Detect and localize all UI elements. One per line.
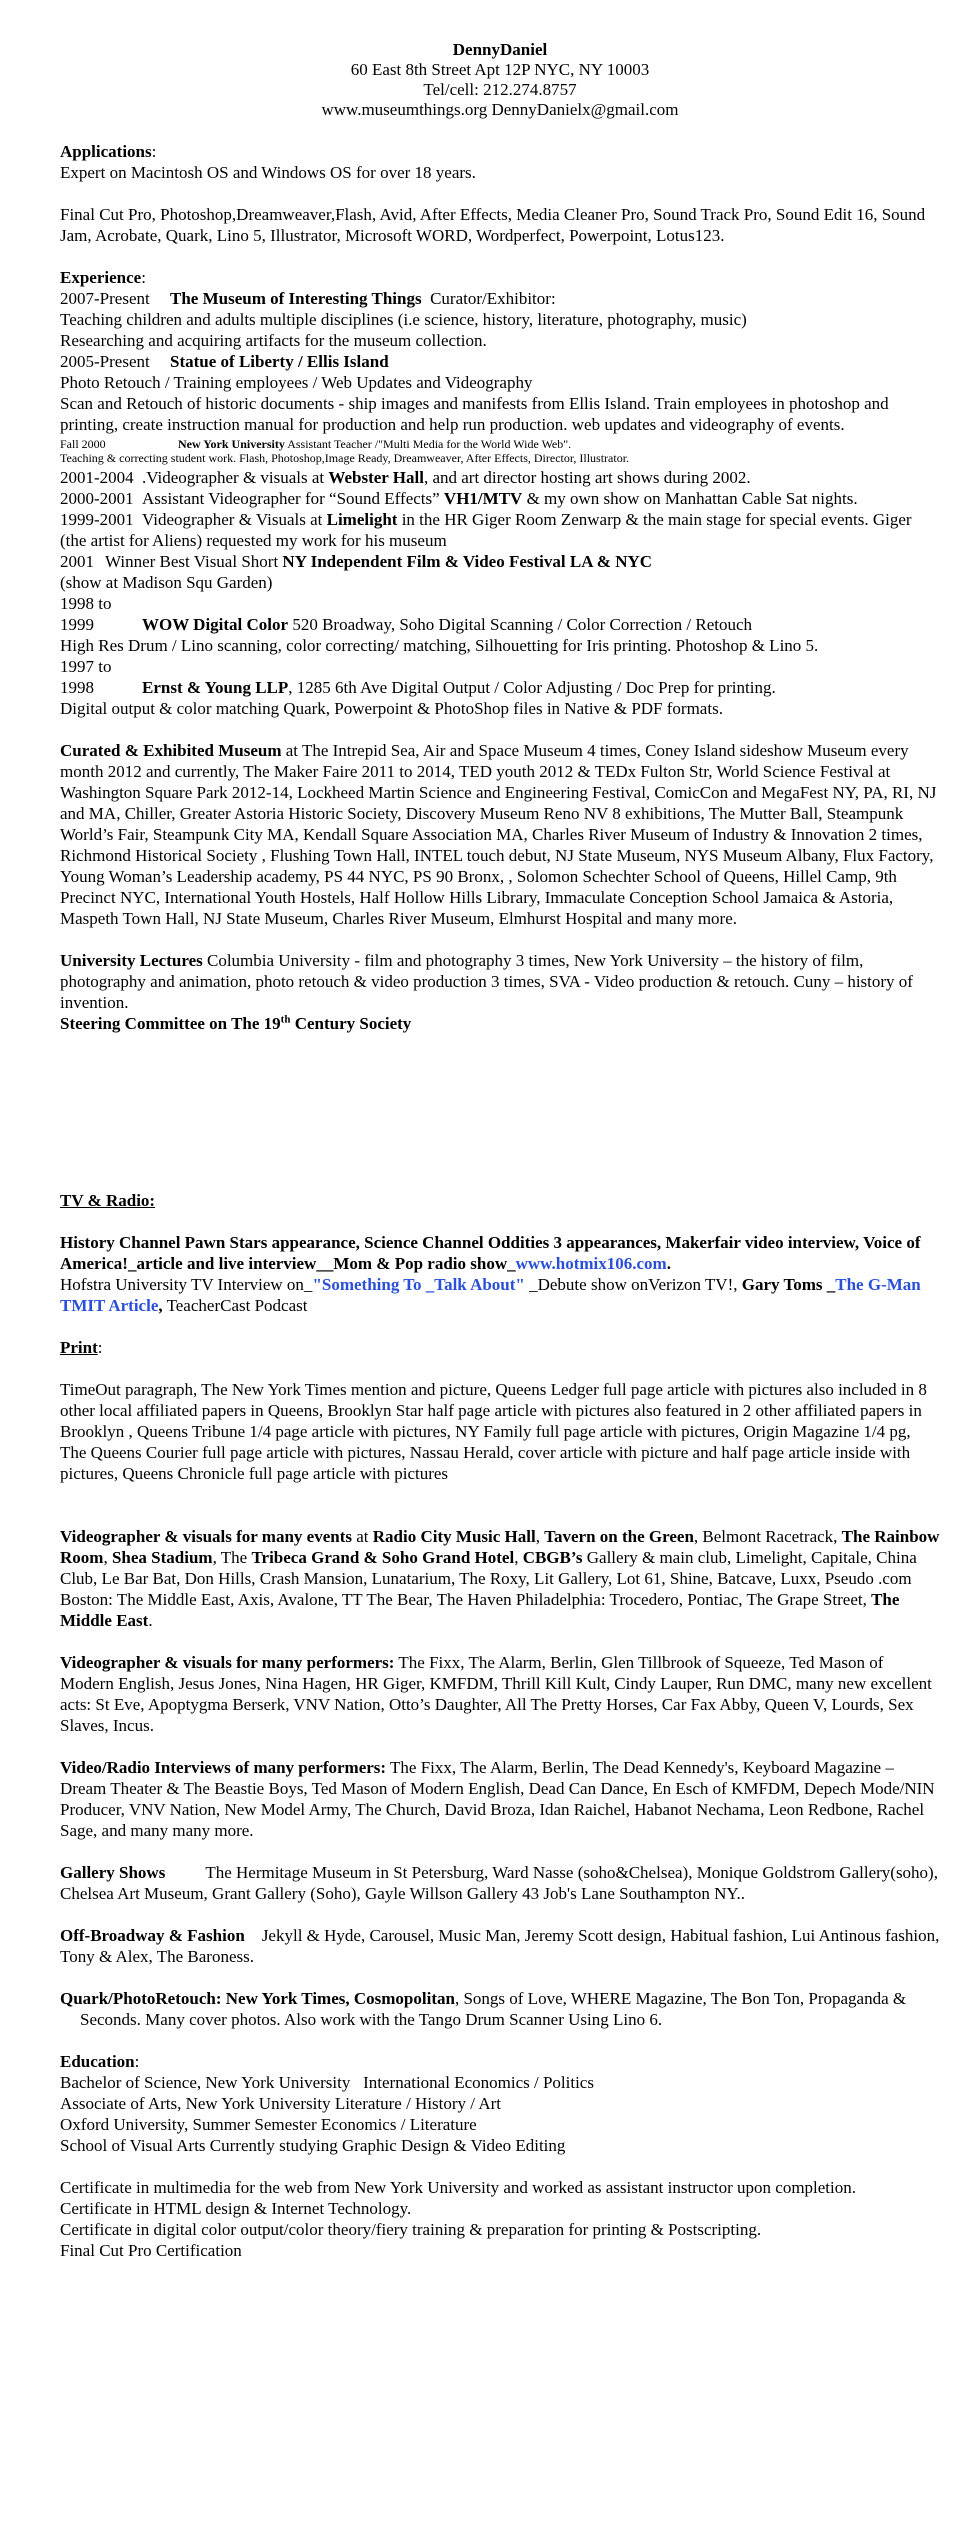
- experience-item: 2001 Winner Best Visual Short NY Independent Film & Video Festival LA & NYC: [60, 552, 653, 571]
- experience-detail: Photo Retouch / Training employees / Web Updates and Videography: [60, 373, 533, 392]
- experience-detail: Scan and Retouch of historic documents - ship images and manifests from Ellis Island. Train employees in photoshop and printing, create instruction manual for production and help run production. web updates and videography of events.: [60, 394, 889, 434]
- print-text: TimeOut paragraph, The New York Times mention and picture, Queens Ledger full page article with pictures also included in 8 other local affiliated papers in Queens, Brooklyn Star half page article with pictures also featured in 2 other affiliated papers in Brooklyn , Queens Tribune 1/4 page article with pictures, NY Family full page article with pictures, Origin Magazine 1/4 pg, The Queens Courier full page article with pictures, Nassau Herald, cover article with picture and half page article inside with pictures, Queens Chronicle full page article with pictures: [60, 1380, 927, 1483]
- education-item: Associate of Arts, New York University Literature / History / Art: [60, 2094, 501, 2113]
- tv-radio-section: TV & Radio: History Channel Pawn Stars appearance, Science Channel Oddities 3 appearances, Makerfair video interview, Voice of America!_article and live interview__Mom & Pop radio show_www.hotmix106.com. Hofstra University TV Interview on_"Something To _Talk About" _Debute show onVerizon TV!, Gary Toms _The G-Man TMIT Article, TeacherCast Podcast: [60, 1191, 921, 1315]
- lectures-section: University Lectures Columbia University - film and photography 3 times, New York University – the history of film, photography and animation, photo retouch & video production 3 times, SVA - Video production & retouch. Cuny – history of invention.: [60, 951, 913, 1012]
- applications-software: Final Cut Pro, Photoshop,Dreamweaver,Flash, Avid, After Effects, Media Cleaner Pro, Sound Track Pro, Sound Edit 16, Sound Jam, Acrobate, Quark, Lino 5, Illustrator, Microsoft WORD, Wordperfect, Powerpoint, Lotus123.: [60, 205, 926, 245]
- curated-section: Curated & Exhibited Museum at The Intrepid Sea, Air and Space Museum 4 times, Coney Island sideshow Museum every month 2012 and currently, The Maker Faire 2011 to 2014, TED youth 2012 & TEDx Fulton Str, World Science Festival at Washington Square Park 2012-14, Lockheed Martin Science and Engineering Festival, ComicCon and MegaFest NY, PA, RI, NJ and MA, Chiller, Greater Astoria Historic Society, Discovery Museum Reno NV 8 exhibitions, The Mutter Ball, Steampunk World’s Fair, Steampunk City MA, Kendall Square Association MA, Charles River Museum of Industry & Innovation 2 times, Richmond Historical Society , Flushing Town Hall, INTEL touch debut, NJ State Museum, NYS Museum Albany, Flux Factory, Young Woman’s Leadership academy, PS 44 NYC, PS 90 Bronx, , Solomon Schechter School of Queens, Hillel Camp, 9th Precinct NYC, International Youth Hostels, Half Hollow Hills Library, Immaculate Conception School Jamaica & Astoria, Maspeth Town Hall, NJ State Museum, Charles River Museum, Elmhurst Hospital and many more.: [60, 741, 937, 928]
- certificate-item: Certificate in multimedia for the web from New York University and worked as assistant instructor upon completion.: [60, 2178, 857, 2197]
- quark-section: Quark/PhotoRetouch: New York Times, Cosmopolitan, Songs of Love, WHERE Magazine, The Bon Ton, Propaganda & Seconds. Many cover photos. Also work with the Tango Drum Scanner Using Lino 6.: [60, 1989, 907, 2029]
- experience-item: 1998 to 1999 WOW Digital Color 520 Broadway, Soho Digital Scanning / Color Correction / Retouch: [60, 594, 753, 634]
- experience-heading: Experience: [60, 268, 142, 287]
- certificate-item: Certificate in digital color output/color theory/fiery training & preparation for printing & Postscripting.: [60, 2220, 762, 2239]
- experience-item: 1997 to 1998 Ernst & Young LLP, 1285 6th Ave Digital Output / Color Adjusting / Doc Prep for printing.: [60, 657, 776, 697]
- applications-section: Applications: Expert on Macintosh OS and Windows OS for over 18 years. Final Cut Pro, Photoshop,Dreamweaver,Flash, Avid, After Effects, Media Cleaner Pro, Sound Track Pro, Sound Edit 16, Sound Jam, Acrobate, Quark, Lino 5, Illustrator, Microsoft WORD, Wordperfect, Powerpoint, Lotus123.: [60, 141, 940, 246]
- experience-detail: (show at Madison Squ Garden): [60, 573, 273, 592]
- print-section: Print: TimeOut paragraph, The New York Times mention and picture, Queens Ledger full page article with pictures also included in 8 other local affiliated papers in Queens, Brooklyn Star half page article with pictures also featured in 2 other affiliated papers in Brooklyn , Queens Tribune 1/4 page article with pictures, NY Family full page article with pictures, Origin Magazine 1/4 pg, The Queens Courier full page article with pictures, Nassau Herald, cover article with picture and half page article inside with pictures, Queens Chronicle full page article with pictures: [60, 1337, 940, 1484]
- experience-detail: Digital output & color matching Quark, Powerpoint & PhotoShop files in Native & PDF formats.: [60, 699, 723, 718]
- curated-heading: Curated & Exhibited Museum: [60, 741, 282, 760]
- interviews-section: Video/Radio Interviews of many performers: The Fixx, The Alarm, Berlin, The Dead Kennedy's, Keyboard Magazine – Dream Theater & The Beastie Boys, Ted Mason of Modern English, Dead Can Dance, En Esch of KMFDM, Depech Mode/NIN Producer, VNV Nation, New Model Army, The Church, David Broza, Idan Raichel, Habanot Nechama, Leon Redbone, Rachel Sage, and many many more.: [60, 1758, 935, 1840]
- experience-item: 2005-Present Statue of Liberty / Ellis Island: [60, 352, 389, 371]
- phone: Tel/cell: 212.274.8757: [423, 80, 577, 99]
- experience-item: Fall 2000 New York University Assistant Teacher /"Multi Media for the World Wide Web".: [60, 437, 572, 451]
- website-email: www.museumthings.org DennyDanielx@gmail.com: [321, 100, 679, 119]
- experience-detail: Teaching children and adults multiple disciplines (i.e science, history, literature, photography, music): [60, 310, 747, 329]
- experience-item: 2000-2001 Assistant Videographer for “Sound Effects” VH1/MTV & my own show on Manhattan Cable Sat nights.: [60, 489, 858, 508]
- tv-radio-heading: TV & Radio:: [60, 1191, 156, 1210]
- offbroadway-section: Off-Broadway & Fashion Jekyll & Hyde, Carousel, Music Man, Jeremy Scott design, Habitual fashion, Lui Antinous fashion, Tony & Alex, The Baroness.: [60, 1926, 944, 1966]
- resume-name: DennyDaniel: [452, 40, 548, 59]
- education-item: School of Visual Arts Currently studying Graphic Design & Video Editing: [60, 2136, 566, 2155]
- hotmix-link[interactable]: www.hotmix106.com: [515, 1254, 667, 1273]
- gman-article-link[interactable]: The G-Man TMIT Article: [60, 1275, 921, 1315]
- experience-item: 2001-2004 .Videographer & visuals at Webster Hall, and art director hosting art shows during 2002.: [60, 468, 751, 487]
- steering-committee: Steering Committee on The 19th Century Society: [60, 1013, 412, 1033]
- gallery-section: Gallery Shows The Hermitage Museum in St Petersburg, Ward Nasse (soho&Chelsea), Monique Goldstrom Gallery(soho), Chelsea Art Museum, Grant Gallery (Soho), Gayle Willson Gallery 43 Job's Lane Southampton NY..: [60, 1863, 938, 1903]
- lectures-heading: University Lectures: [60, 951, 203, 970]
- videographer-events-section: Videographer & visuals for many events at Radio City Music Hall, Tavern on the Green, Belmont Racetrack, The Rainbow Room, Shea Stadium, The Tribeca Grand & Soho Grand Hotel, CBGB’s Gallery & main club, Limelight, Capitale, China Club, Le Bar Bat, Don Hills, Crash Mansion, Lunatarium, The Roxy, Lit Gallery, Lot 61, Shine, Batcave, Luxx, Pseudo .com Boston: The Middle East, Axis, Avalone, TT The Bear, The Haven Philadelphia: Trocedero, Pontiac, The Grape Street, The Middle East.: [60, 1527, 940, 1630]
- applications-heading: Applications: [60, 142, 152, 161]
- applications-os: Expert on Macintosh OS and Windows OS for over 18 years.: [60, 163, 476, 182]
- print-heading: Print: [60, 1338, 98, 1357]
- certificate-item: Final Cut Pro Certification: [60, 2241, 242, 2260]
- experience-detail: Teaching & correcting student work. Flash, Photoshop,Image Ready, Dreamweaver, After Effects, Director, Illustrator.: [60, 451, 630, 465]
- resume-header: [60, 40, 940, 120]
- something-to-talk-about-link[interactable]: "Something To _Talk About": [312, 1275, 525, 1294]
- education-item: Oxford University, Summer Semester Economics / Literature: [60, 2115, 477, 2134]
- education-heading: Education: [60, 2052, 135, 2071]
- experience-section: Experience: 2007-Present The Museum of Interesting Things Curator/Exhibitor: Teaching children and adults multiple disciplines (i.e science, history, literature, photography, music) Researching and acquiring artifacts for the museum collection. 2005-Present Statue of Liberty / Ellis Island Photo Retouch / Training employees / Web Updates and Videography Scan and Retouch of historic documents - ship images and manifests from Ellis Island. Train employees in photoshop and printing, create instruction manual for production and help run production. web updates and videography of events. Fall 2000 New York University Assistant Teacher /"Multi Media for the World Wide Web". Teaching & correcting student work. Flash, Photoshop,Image Ready, Dreamweaver, After Effects, Director, Illustrator. 2001-2004 .Videographer & visuals at Webster Hall, and art director hosting art shows during 2002. 2000-2001 Assistant Videographer for “Sound Effects” VH1/MTV & my own show on Manhattan Cable Sat nights. 1999-2001 Videographer & Visuals at Limelight in the HR Giger Room Zenwarp & the main stage for special events. Giger (the artist for Aliens) requested my work for his museum 2001 Winner Best Visual Short NY Independent Film & Video Festival LA & NYC (show at Madison Squ Garden) 1998 to 1999 WOW Digital Color 520 Broadway, Soho Digital Scanning / Color Correction / Retouch High Res Drum / Lino scanning, color correcting/ matching, Silhouetting for Iris printing. Photoshop & Lino 5. 1997 to 1998 Ernst & Young LLP, 1285 6th Ave Digital Output / Color Adjusting / Doc Prep for printing. Digital output & color matching Quark, Powerpoint & PhotoShop files in Native & PDF formats.: [60, 267, 940, 719]
- address: 60 East 8th Street Apt 12P NYC, NY 10003: [350, 60, 650, 79]
- education-section: Education: Bachelor of Science, New York University International Economics / Politics Associate of Arts, New York University Literature / History / Art Oxford University, Summer Semester Economics / Literature School of Visual Arts Currently studying Graphic Design & Video Editing Certificate in multimedia for the web from New York University and worked as assistant instructor upon completion. Certificate in HTML design & Internet Technology. Certificate in digital color output/color theory/fiery training & preparation for printing & Postscripting. Final Cut Pro Certification: [60, 2051, 940, 2261]
- videographer-performers-section: Videographer & visuals for many performers: The Fixx, The Alarm, Berlin, Glen Tillbrook of Squeeze, Ted Mason of Modern English, Jesus Jones, Nina Hagen, HR Giger, KMFDM, Thrill Kill Kult, Cindy Lauper, Run DMC, many new excellent acts: St Eve, Apoptygma Berserk, VNV Nation, Otto’s Daughter, All The Pretty Horses, Car Fax Abby, Queen V, Lourds, Sex Slaves, Incus.: [60, 1653, 932, 1735]
- resume-document: [60, 40, 944, 2261]
- education-item: Bachelor of Science, New York University International Economics / Politics: [60, 2073, 594, 2092]
- experience-item: 1999-2001 Videographer & Visuals at Limelight in the HR Giger Room Zenwarp & the main stage for special events. Giger (the artist for Aliens) requested my work for his museum: [60, 510, 912, 550]
- experience-detail: High Res Drum / Lino scanning, color correcting/ matching, Silhouetting for Iris printing. Photoshop & Lino 5.: [60, 636, 819, 655]
- experience-item: 2007-Present The Museum of Interesting Things Curator/Exhibitor:: [60, 289, 556, 308]
- experience-detail: Researching and acquiring artifacts for the museum collection.: [60, 331, 487, 350]
- certificate-item: Certificate in HTML design & Internet Technology.: [60, 2199, 412, 2218]
